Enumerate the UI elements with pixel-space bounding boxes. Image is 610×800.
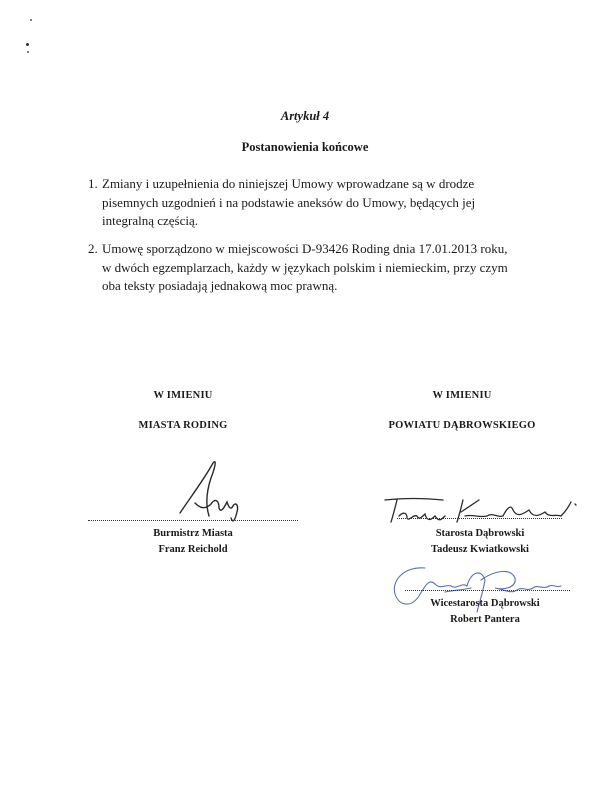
- clause-2: [88, 240, 528, 296]
- right-header-line2: POWIATU DĄBROWSKIEGO: [388, 420, 536, 431]
- clause-line: Umowę sporządzono w miejscowości D-93426 Roding dnia 17.01.2013 roku,: [102, 241, 508, 256]
- scan-mark: [30, 19, 32, 21]
- left-header-line2: MIASTA RODING: [138, 420, 228, 431]
- scan-mark: [27, 51, 29, 53]
- left-signatory-title: Burmistrz Miasta: [153, 528, 233, 539]
- clause-line: integralną częścią.: [102, 213, 198, 228]
- signature-line-right-1: [397, 518, 562, 519]
- clause-number: 1.: [88, 176, 98, 191]
- section-title: Postanowienia końcowe: [241, 140, 369, 154]
- clause-number: 2.: [88, 241, 98, 256]
- scan-mark: [26, 43, 29, 46]
- left-header-line1: W IMIENIU: [153, 390, 213, 401]
- clause-line: Zmiany i uzupełnienia do niniejszej Umowy wprowadzane są w drodze: [102, 176, 475, 191]
- starosta-name: Tadeusz Kwiatkowski: [431, 544, 529, 555]
- signature-line-right-2: [405, 590, 570, 591]
- clause-line: pisemnych uzgodnień i na podstawie aneksów do Umowy, będących jej: [102, 194, 476, 210]
- clause-1: [88, 175, 528, 231]
- starosta-title: Starosta Dąbrowski: [435, 528, 525, 539]
- left-signatory-name: Franz Reichold: [158, 544, 228, 555]
- signature-line-left: [88, 520, 298, 521]
- signature-tadeusz-kwiatkowski: [383, 494, 583, 528]
- wicestarosta-title: Wicestarosta Dąbrowski: [430, 598, 540, 609]
- wicestarosta-name: Robert Pantera: [450, 614, 520, 625]
- right-header-line1: W IMIENIU: [432, 390, 492, 401]
- signature-franz-reichold: [175, 458, 255, 528]
- article-title: Artykuł 4: [280, 109, 330, 123]
- clause-line: w dwóch egzemplarzach, każdy w językach polskim i niemieckim, przy czym: [102, 259, 508, 275]
- clause-line: oba teksty posiadają jednakową moc prawną.: [102, 278, 338, 293]
